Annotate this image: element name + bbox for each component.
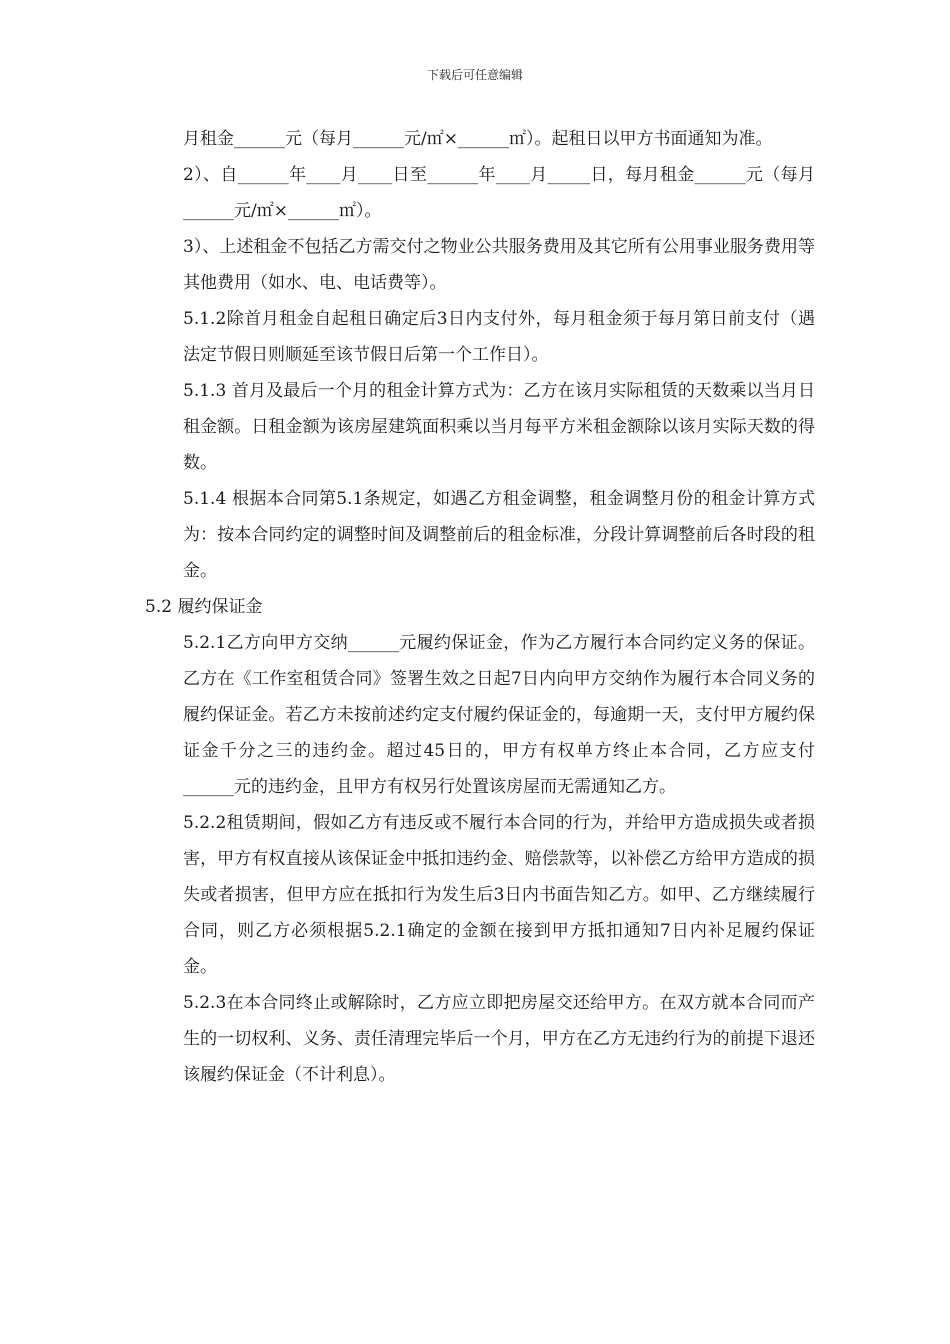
page-header: 下载后可任意编辑	[426, 68, 523, 82]
document-body	[145, 121, 815, 1093]
rent-period-paragraph: 2）、自______年____月____日至______年____月_____日，每月租金______元（每月______元/㎡×______㎡）。	[183, 165, 815, 221]
clause-5-1-4: 5.1.4 根据本合同第5.1条规定，如遇乙方租金调整，租金调整月份的租金计算方式为：按本合同约定的调整时间及调整前后的租金标准，分段计算调整前后各时段的租金。	[183, 489, 815, 581]
clause-5-2-3: 5.2.3在本合同终止或解除时，乙方应立即把房屋交还给甲方。在双方就本合同而产生的一切权利、义务、责任清理完毕后一个月，甲方在乙方无违约行为的前提下退还该履约保证金（不计利息）。	[183, 993, 815, 1085]
rent-exclusions-paragraph: 3）、上述租金不包括乙方需交付之物业公共服务费用及其它所有公用事业服务费用等其他费用（如水、电、电话费等）。	[183, 237, 815, 293]
clause-5-1-2: 5.1.2除首月租金自起租日确定后3日内支付外，每月租金须于每月第日前支付（遇法定节假日则顺延至该节假日后第一个工作日）。	[183, 309, 815, 365]
clause-5-1-3: 5.1.3 首月及最后一个月的租金计算方式为：乙方在该月实际租赁的天数乘以当月日租金额。日租金额为该房屋建筑面积乘以当月每平方米租金额除以该月实际天数的得数。	[183, 381, 815, 473]
rent-monthly-paragraph: 月租金______元（每月______元/㎡×______㎡）。起租日以甲方书面通知为准。	[183, 129, 773, 149]
clause-5-2-2: 5.2.2租赁期间，假如乙方有违反或不履行本合同的行为，并给甲方造成损失或者损害，甲方有权直接从该保证金中抵扣违约金、赔偿款等，以补偿乙方给甲方造成的损失或者损害，但甲方应在抵扣行为发生后3日内书面告知乙方。如甲、乙方继续履行合同，则乙方必须根据5.2.1确定的金额在接到甲方抵扣通知7日内补足履约保证金。	[183, 813, 815, 977]
clause-5-2-1: 5.2.1乙方向甲方交纳______元履约保证金，作为乙方履行本合同约定义务的保证。乙方在《工作室租赁合同》签署生效之日起7日内向甲方交纳作为履行本合同义务的履约保证金。若乙方未按前述约定支付履约保证金的，每逾期一天，支付甲方履约保证金千分之三的违约金。超过45日的，甲方有权单方终止本合同，乙方应支付______元的违约金，且甲方有权另行处置该房屋而无需通知乙方。	[183, 633, 815, 797]
section-5-2-heading: 5.2 履约保证金	[145, 597, 263, 617]
